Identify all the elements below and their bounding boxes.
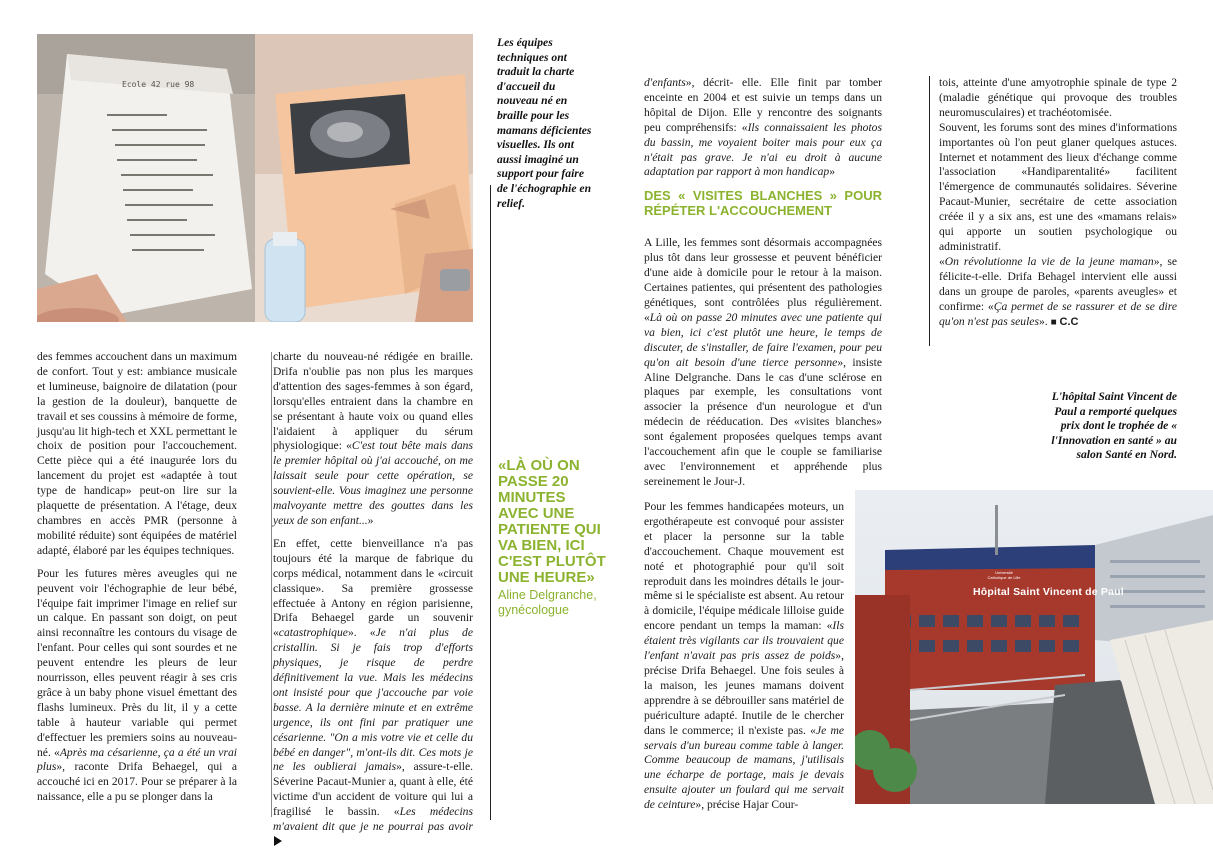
paragraph: Pour les femmes handicapées moteurs, un ergothérapeute est convoqué pour assister et placer la personne sur la table d'accouchement. Chaque mouvement est noté et photographié pour qu'il soit reproduit dans les moindres détails le jour-même si le spécialiste est absent. Au retour à domicile, l'équipe médicale lilloise guide encore pendant un temps la maman: «Ils étaient très vigilants car ils trouvaient que l'enfant n'avait pas pris assez de poids», précise Drifa Behaegel. Une fois seules à la maison, les jeunes mamans doivent apprendre à se débrouiller sans matériel de puériculture adapté. Inutile de le chercher dans le commerce; il n'existe pas. «Je me servais d'un bureau comme table à langer. Comme beaucoup de mamans, j'utilisais une écharpe de portage, mais je devais ensuite ajouter un foulard qui me servait de ceinture», précise Hajar Cour- (644, 500, 844, 812)
relief-ultrasound-photo (255, 34, 473, 322)
section-heading: DES « VISITES BLANCHES » POUR RÉPÉTER L'ACCOUCHEMENT (644, 188, 882, 219)
paragraph: Souvent, les forums sont des mines d'informations importantes où l'on peut glaner quelques astuces. Internet et notamment des lieux d'échange comme l'association «Handiparentalité» facilitent l'émergence de communautés solidaires. Séverine Pacaut-Munier, secrétaire de cette association créée il y a six ans, est une des «mamans relais» qui apporte un soutien psychologique ou administratif. (939, 120, 1177, 253)
column-rule (271, 352, 272, 817)
paragraph: d'enfants», décrit- elle. Elle finit par tomber enceinte en 2004 et est suivie un temps dans un hôpital de Dijon. Elle y rencontre des soignants peu compréhensifs: «Ils connaissaient les photos du bassin, me voyaient boiter mais pour eux ça n'était pas grave. Je n'ai eu droit à aucune adaptation par rapport à mon handicap» (644, 76, 882, 179)
article-column-3-bottom (644, 500, 844, 821)
braille-photo-caption: Les équipes techniques ont traduit la charte d'accueil du nouveau né en braille pour les mamans déficientes visuelles. Ils ont aussi imaginé un support pour faire de l'échographie en relief. (497, 36, 592, 210)
hospital-photo-caption: L'hôpital Saint Vincent de Paul a remporté quelques prix dont le trophée de « l'Innovation en santé » au salon Santé en Nord. (1051, 390, 1177, 462)
article-column-4 (939, 76, 1177, 338)
pull-quote-text: «LÀ OÙ ON PASSE 20 MINUTES AVEC UNE PATIENTE QUI VA BIEN, ICI C'EST PLUTÔT UNE HEURE» (498, 457, 606, 586)
column-rule (490, 185, 491, 820)
paragraph: tois, atteinte d'une amyotrophie spinale de type 2 (maladie génétique qui provoque des troubles neuromusculaires) et trachéotomisée. (939, 76, 1177, 119)
column-rule (929, 76, 930, 346)
paragraph: En effet, cette bienveillance n'a pas toujours été la marque de fabrique du corps médical, notamment dans le «circuit classique». Sa première grossesse effectuée à Antony en région parisienne, Drifa Behaegel garde un souvenir «catastrophique». «Je n'ai plus de cristallin. Si je fais trop d'efforts physiques, je risque de perdre définitivement la vue. Mais les médecins ont insisté pour que j'accouche par voie basse. A la dernière minute et en extrême urgence, ils ont fini par pratiquer une césarienne. "On a mis votre vie et celle du bébé en danger", m'ont-ils dit. Ces mots je ne les oublierai jamais», assure-t-elle. Séverine Pacaut-Munier a, quant à elle, été victime d'un accident de voiture qui lui a fragilisé le bassin. «Les médecins m'avaient dit que je ne pourrai pas avoir (273, 537, 473, 850)
hospital-photo (855, 490, 1213, 804)
article-column-3 (644, 76, 882, 498)
hospital-sign: Hôpital Saint Vincent de Paul (973, 586, 1124, 598)
paragraph: Pour les futures mères aveugles qui ne peuvent voir l'échographie de leur bébé, l'équipe fait imprimer l'image en relief sur un calque. En passant son doigt, on peut ainsi reconnaître les contours du visage de l'enfant. Pour celles qui sont sourdes et ne peuvent entendre les pleurs de leur nourrisson, elles peuvent réagir à ses cris grâce à un baby phone visuel émettant des flashs lumineux. Près du lit, il y a cette table à hauteur variable qui permet d'effectuer les premiers soins au nouveau-né. «Après ma césarienne, ça a été un vrai plus», raconte Drifa Behaegel, qui a accouché ici en 2017. Pour se préparer à la naissance, elle a pu se plonger dans la (37, 566, 237, 804)
article-column-1 (37, 350, 237, 813)
paragraph: charte du nouveau-né rédigée en braille. Drifa n'oublie pas non plus les marques d'attention des sages-femmes à son égard, lorsqu'elles entraient dans la chambre en se présentant à haute voix ou quand elles l'aidaient à appliquer du sérum physiologique: «C'est tout bête mais dans le premier hôpital où j'ai accouché, on me laissait seule pour cette opération, se souvient-elle. Vous imaginez une personne malvoyante mettre des gouttes dans les yeux de son enfant...» (273, 350, 473, 527)
author-signature: C.C (1059, 315, 1079, 328)
continue-arrow-icon (273, 836, 282, 846)
end-mark-icon: ■ (1050, 316, 1057, 328)
hospital-illustration (855, 490, 1213, 804)
article-column-2 (273, 350, 473, 858)
braille-sheet-illustration (37, 34, 255, 322)
paragraph: des femmes accouchent dans un maximum de confort. Tout y est: ambiance musicale et lumineuse, baignoire de dilatation (pour la gestion de la douleur), banquette de travail et ses coussins à mémoire de forme, jusqu'au lit high-tech et XXL permettant le choix de position pour l'accouchement. Cette pièce qui a été inaugurée lors du lancement du projet est «adaptée à tout type de handicap» peut-on lire sur la plaquette de présentation. A l'étage, deux chambres en accès PMR (personne à mobilité réduite) sont équipées de matériel adapté, élaboré par les équipes techniques. (37, 350, 237, 557)
paragraph: A Lille, les femmes sont désormais accompagnées plus tôt dans leur grossesse et peuvent bénéficier d'une aide à domicile pour le retour à la maison. Certaines patientes, qui présentent des pathologies génétiques, sont contrôlées plus régulièrement. «Là où on passe 20 minutes avec une patiente qui va bien, ici c'est plutôt une heure, le temps de discuter, de s'installer, de faire l'examen, pour peu qu'on ait besoin d'une tierce personne», insiste Aline Delgranche. Dans le cas d'une sclérose en plaques par exemple, les consultations vont associer la présence d'un neurologue et d'un médecin de rééducation. Des «visites blanches» sont également proposées quelques temps avant l'accouchement afin que le couple se familiarise avec l'environnement et appréhende plus sereinement le Jour-J. (644, 236, 882, 488)
ultrasound-illustration (255, 34, 473, 322)
paragraph: «On révolutionne la vie de la jeune maman», se félicite-t-elle. Drifa Behagel intervient elle aussi dans un groupe de paroles, «parents aveugles» et confirme: «Ça permet de se rassurer et de se dire qu'on n'est pas seules». ■ C.C (939, 254, 1178, 328)
braille-sheet-photo (37, 34, 255, 322)
pull-quote (498, 458, 606, 618)
braille-sheet-heading: Ecole 42 rue 98 (122, 80, 195, 89)
pull-quote-author: Aline Delgranche, gynécologue (498, 588, 597, 617)
hospital-sign-small: Université Catholique de Lille (987, 570, 1021, 580)
